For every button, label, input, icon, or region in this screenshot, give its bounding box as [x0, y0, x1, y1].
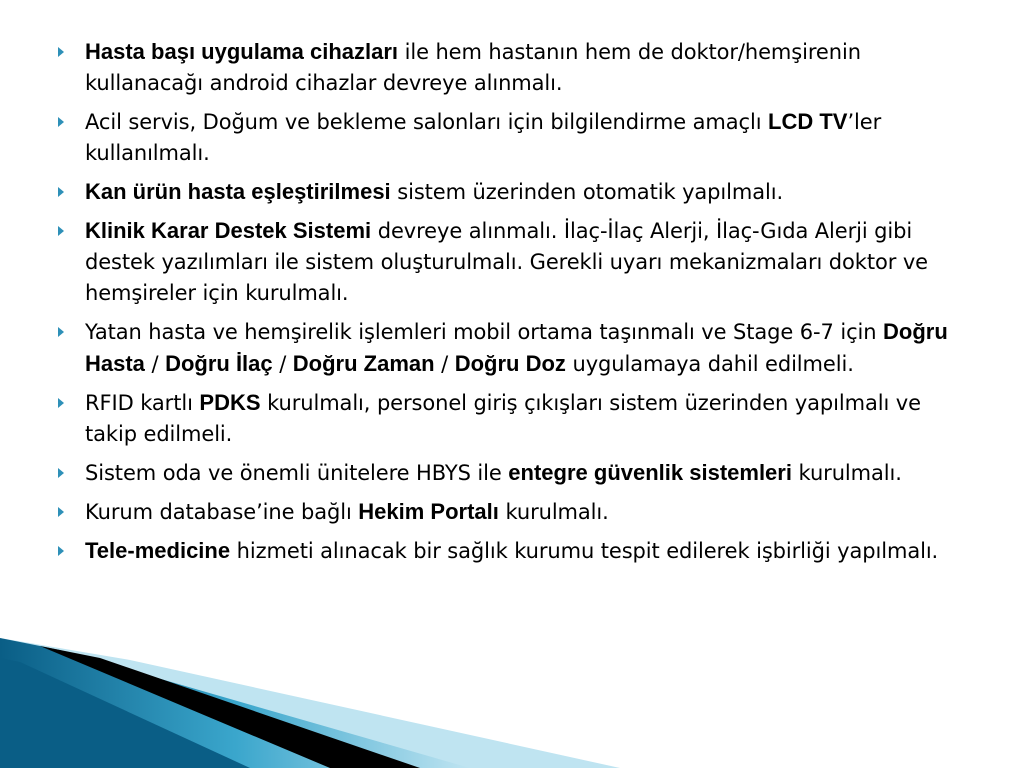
bold-text: Kan ürün hasta eşleştirilmesi [85, 179, 391, 204]
bullet-arrow-icon [58, 327, 64, 337]
body-text: Sistem oda ve önemli ünitelere HBYS ile [85, 461, 509, 485]
bold-text: LCD TV [768, 109, 848, 134]
bullet-arrow-icon [58, 187, 64, 197]
bullet-item [56, 106, 956, 169]
bold-text: entegre güvenlik sistemleri [508, 460, 792, 485]
bullet-item [56, 387, 956, 450]
body-text: kurulmalı. [498, 500, 609, 524]
bold-text: Klinik Karar Destek Sistemi [85, 218, 372, 243]
decorative-corner-bands [0, 638, 1024, 768]
bold-text: Doğru Hasta [85, 319, 948, 376]
bullet-arrow-icon [58, 468, 64, 478]
body-text: Yatan hasta ve hemşirelik işlemleri mobil ortama taşınmalı ve Stage 6-7 için [85, 320, 884, 344]
body-text: ile hem hastanın hem de doktor/hemşirenin kullanacağı android cihazlar devreye alınmalı. [85, 40, 861, 95]
body-text: hizmeti alınacak bir sağlık kurumu tespit edilerek işbirliği yapılmalı. [230, 539, 939, 563]
bullet-arrow-icon [58, 47, 64, 57]
body-text: / [434, 352, 455, 376]
bullet-arrow-icon [58, 546, 64, 556]
bullet-item [56, 316, 956, 380]
bullet-list [56, 36, 956, 574]
bullet-item [56, 176, 956, 208]
body-text: Acil servis, Doğum ve bekleme salonları için bilgilendirme amaçlı [85, 110, 769, 134]
bold-text: Hasta başı uygulama cihazları [85, 39, 399, 64]
bullet-arrow-icon [58, 507, 64, 517]
bullet-item [56, 215, 956, 309]
bullet-arrow-icon [58, 398, 64, 408]
bullet-arrow-icon [58, 226, 64, 236]
body-text: RFID kartlı [85, 391, 200, 415]
bold-text: Doğru Doz [454, 351, 566, 376]
body-text: / [272, 352, 293, 376]
bold-text: PDKS [199, 390, 261, 415]
bullet-item [56, 535, 956, 567]
bullet-item [56, 496, 956, 528]
bullet-item [56, 36, 956, 99]
bold-text: Tele-medicine [85, 538, 231, 563]
bold-text: Hekim Portalı [358, 499, 499, 524]
body-text: kurulmalı. [791, 461, 902, 485]
bullet-arrow-icon [58, 117, 64, 127]
body-text: kurulmalı, personel giriş çıkışları sistem üzerinden yapılmalı ve takip edilmeli. [85, 391, 921, 446]
body-text: / [144, 352, 166, 376]
body-text: Kurum database’ine bağlı [85, 500, 359, 524]
body-text: uygulamaya dahil edilmeli. [565, 352, 854, 376]
bold-text: Doğru Zaman [292, 351, 435, 376]
bold-text: Doğru İlaç [165, 351, 273, 376]
body-text: ’ler kullanılmalı. [85, 110, 882, 165]
body-text: sistem üzerinden otomatik yapılmalı. [390, 180, 784, 204]
bullet-item [56, 457, 956, 489]
body-text: devreye alınmalı. İlaç-İlaç Alerji, İlaç-Gıda Alerji gibi destek yazılımları ile sistem oluşturulmalı. Gerekli uyarı mekanizmaları doktor ve hemşireler için kurulmalı. [85, 219, 928, 305]
